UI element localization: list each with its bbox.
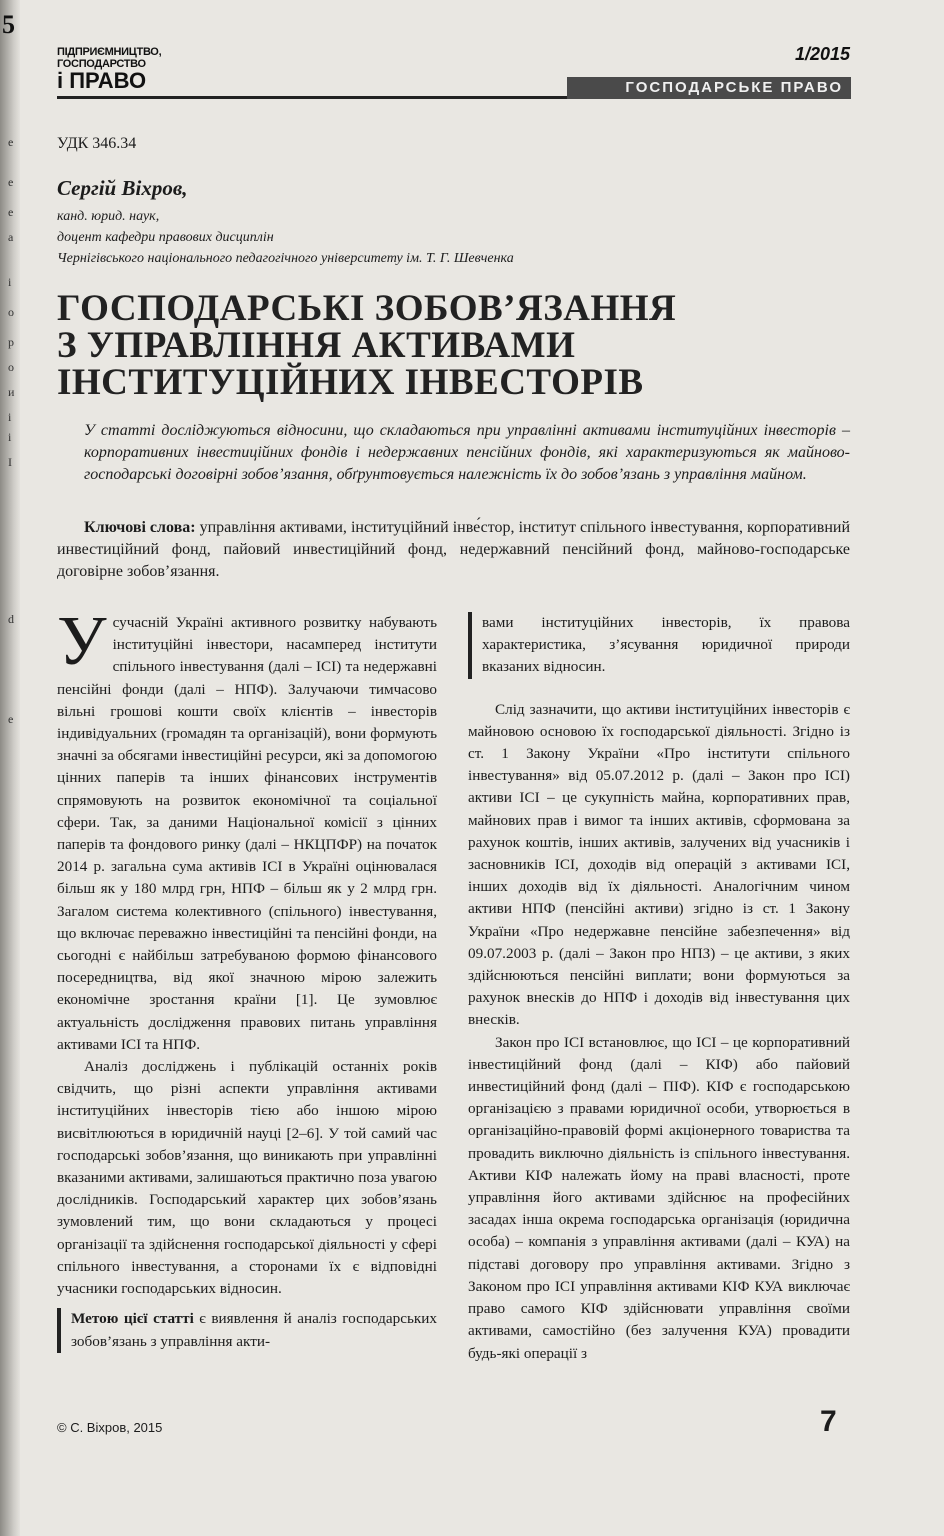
intro-paragraph (57, 603, 437, 1056)
issue-number: 1/2015 (794, 44, 850, 64)
column-right (468, 612, 850, 1365)
gutter-char: і (8, 430, 12, 444)
title-line: ІНСТИТУЦІЙНИХ ІНВЕСТОРІВ (57, 362, 644, 403)
gutter-char: р (8, 335, 14, 349)
article-title (57, 290, 857, 401)
page-number: 7 (820, 1405, 837, 1438)
paragraph-text: сучасній Україні активного розвитку набувають інституційні інвестори, насамперед інститути спільного інвестування (далі – ІСІ) та недержавні пенсійні фонди (далі – НПФ). Залучаючи тимчасово вільні грошові кошти своїх клієнтів – інвесторів індивідуальних (громадян та організацій), вони формують значні за обсягами інвестиційні ресурси, які за допомогою цінних паперів та інших фінансових інструментів спрямовують на розвиток економічної та соціальної сфери. Так, за даними Національної комісії з цінних паперів та фондового ринку (далі – НКЦПФР) на початок 2014 р. загальна сума активів ІСІ в Україні оцінювалася більш як у 180 млрд грн, НПФ – більш як у 2 млрд грн. Загалом система колективного (спільного) інвестування, що включає переважно інвестиційні та пенсійні фонди, на сьогодні є найбільш затребуваною формою фінансового посередництва, від якої значною мірою залежить економічне зростання країни [1]. Це зумовлює актуальність дослідження правових питань управління активами ІСІ та НПФ. (57, 614, 437, 1053)
logo-line: і ПРАВО (57, 68, 147, 93)
journal-logo (57, 46, 181, 98)
author-institution: Чернігівського національного педагогічного університету ім. Т. Г. Шевченка (57, 251, 514, 266)
keywords-label: Ключові слова: (84, 519, 196, 536)
gutter-char: і (8, 410, 12, 424)
gutter-char: а (8, 230, 14, 244)
title-line: ГОСПОДАРСЬКІ ЗОБОВ’ЯЗАННЯ (57, 288, 677, 329)
copyright: © С. Віхров, 2015 (57, 1420, 163, 1435)
aim-paragraph (57, 1308, 437, 1352)
gutter-char: і (8, 275, 12, 289)
gutter-char: е (8, 205, 14, 219)
author-position: доцент кафедри правових дисциплін (57, 230, 274, 245)
article-abstract: У статті досліджуються відносини, що складаються при управлінні активами інституційних інвесторів – корпоративних інвестиційних фондів і недержавних пенсійних фондів, які характеризуються як майново-господарські договірні зобов’язання, обґрунтовується належність їх до зобов’язань з управління майном. (84, 422, 850, 483)
gutter-char: о (8, 360, 14, 374)
paragraph: Слід зазначити, що активи інституційних інвесторів є майновою основою їх господарської діяльності. Згідно із ст. 1 Закону України «Про інститути спільного інвестування» від 05.07.2012 р. (далі – Закон про ІСІ) активи ІСІ – це сукупність майна, корпоративних прав, майнових прав і вимог та інших активів, сформована за рахунок коштів, інших активів, залучених від учасників і засновників ІСІ, доходів від операцій з активами ІСІ, інших доходів від їх діяльності. Аналогічним чином активи НПФ (пенсійні активи) згідно із ст. 1 Закону України «Про недержавне пенсійне забезпечення» від 09.07.2003 р. (далі – Закон про НПЗ) – це активи, з яких здійснюються пенсійні виплати; вони формуються за рахунок внесків до НПФ і доходів від інвестування цих внесків. (468, 700, 850, 1029)
gutter-char: и (8, 385, 15, 399)
gutter-char: е (8, 712, 14, 726)
udk-code: УДК 346.34 (57, 135, 137, 152)
gutter-char: е (8, 175, 14, 189)
paragraph: Аналіз досліджень і публікацій останніх років свідчить, що різні аспекти управління активами інституційних інвесторів тією або іншою мірою висвітлюються в юридичній науці [2–6]. У той самий час господарські зобов’язання, що виникають при управлінні вказаними активами, залишаються практично поза увагою дослідників. Господарський характер цих зобов’язань зумовлений тим, що вони складаються у процесі організації та здійснення господарської діяльності у сфері спільного інвестування, а сторонами їх є відповідні учасники господарських відносин. (57, 1058, 437, 1298)
gutter-char: е (8, 135, 14, 149)
gutter-page-fragment: 5 (2, 10, 15, 39)
gutter-char: d (8, 612, 14, 626)
aim-text: є виявлення й аналіз господарських зобов’язань з управління акти- (71, 1310, 437, 1350)
drop-cap: У (57, 603, 107, 680)
logo-line: ГОСПОДАРСТВО (57, 58, 146, 70)
logo-line: ПІДПРИЄМНИЦТВО, (57, 46, 162, 58)
title-line: З УПРАВЛІННЯ АКТИВАМИ (57, 325, 576, 366)
header-rule (57, 96, 567, 99)
previous-page-gutter (0, 0, 20, 1536)
aim-label: Метою цієї статті (71, 1310, 194, 1328)
keywords-text: управління активами, інституційний інве́стор, інститут спільного інвестування, корпоративний инвестиційний фонд, пайовий инвестиційний фонд, недержавний пенсійний фонд, майново-господарське договірне зобов’язання. (57, 519, 851, 580)
author-name: Сергій Віхров, (57, 176, 188, 200)
aim-continuation: вами інституційних інвесторів, їх правова характеристика, з’ясування юридичної природи вказаних відносин. (468, 612, 850, 679)
paragraph: Закон про ІСІ встановлює, що ІСІ – це корпоративний інвестиційний фонд (далі – КІФ) або пайовий инвестиційний фонд (далі – ПІФ). КІФ є господарською організацією з правами юридичної особи, утворюється в організаційно-правовій формі акціонерного товариства та провадить виключно діяльність із спільного інвестування. Активи КІФ належать йому на праві власності, проте управління його активами здійснює на професійних засадах інша окрема господарська організація (юридична особа) – компанія з управління активами (далі – КУА) на підставі договору про управління активами. Згідно з Законом про ІСІ управління активами КІФ КУА виключає право самого КІФ здійснювати управління своїми активами, самостійно (без залучення КУА) провадити будь-які операції з (468, 1033, 850, 1362)
author-degree: канд. юрид. наук, (57, 209, 160, 224)
gutter-char: І (8, 455, 12, 469)
keywords (57, 517, 850, 583)
gutter-char: о (8, 305, 14, 319)
section-banner: ГОСПОДАРСЬКЕ ПРАВО (567, 77, 851, 99)
column-left (57, 603, 437, 1353)
